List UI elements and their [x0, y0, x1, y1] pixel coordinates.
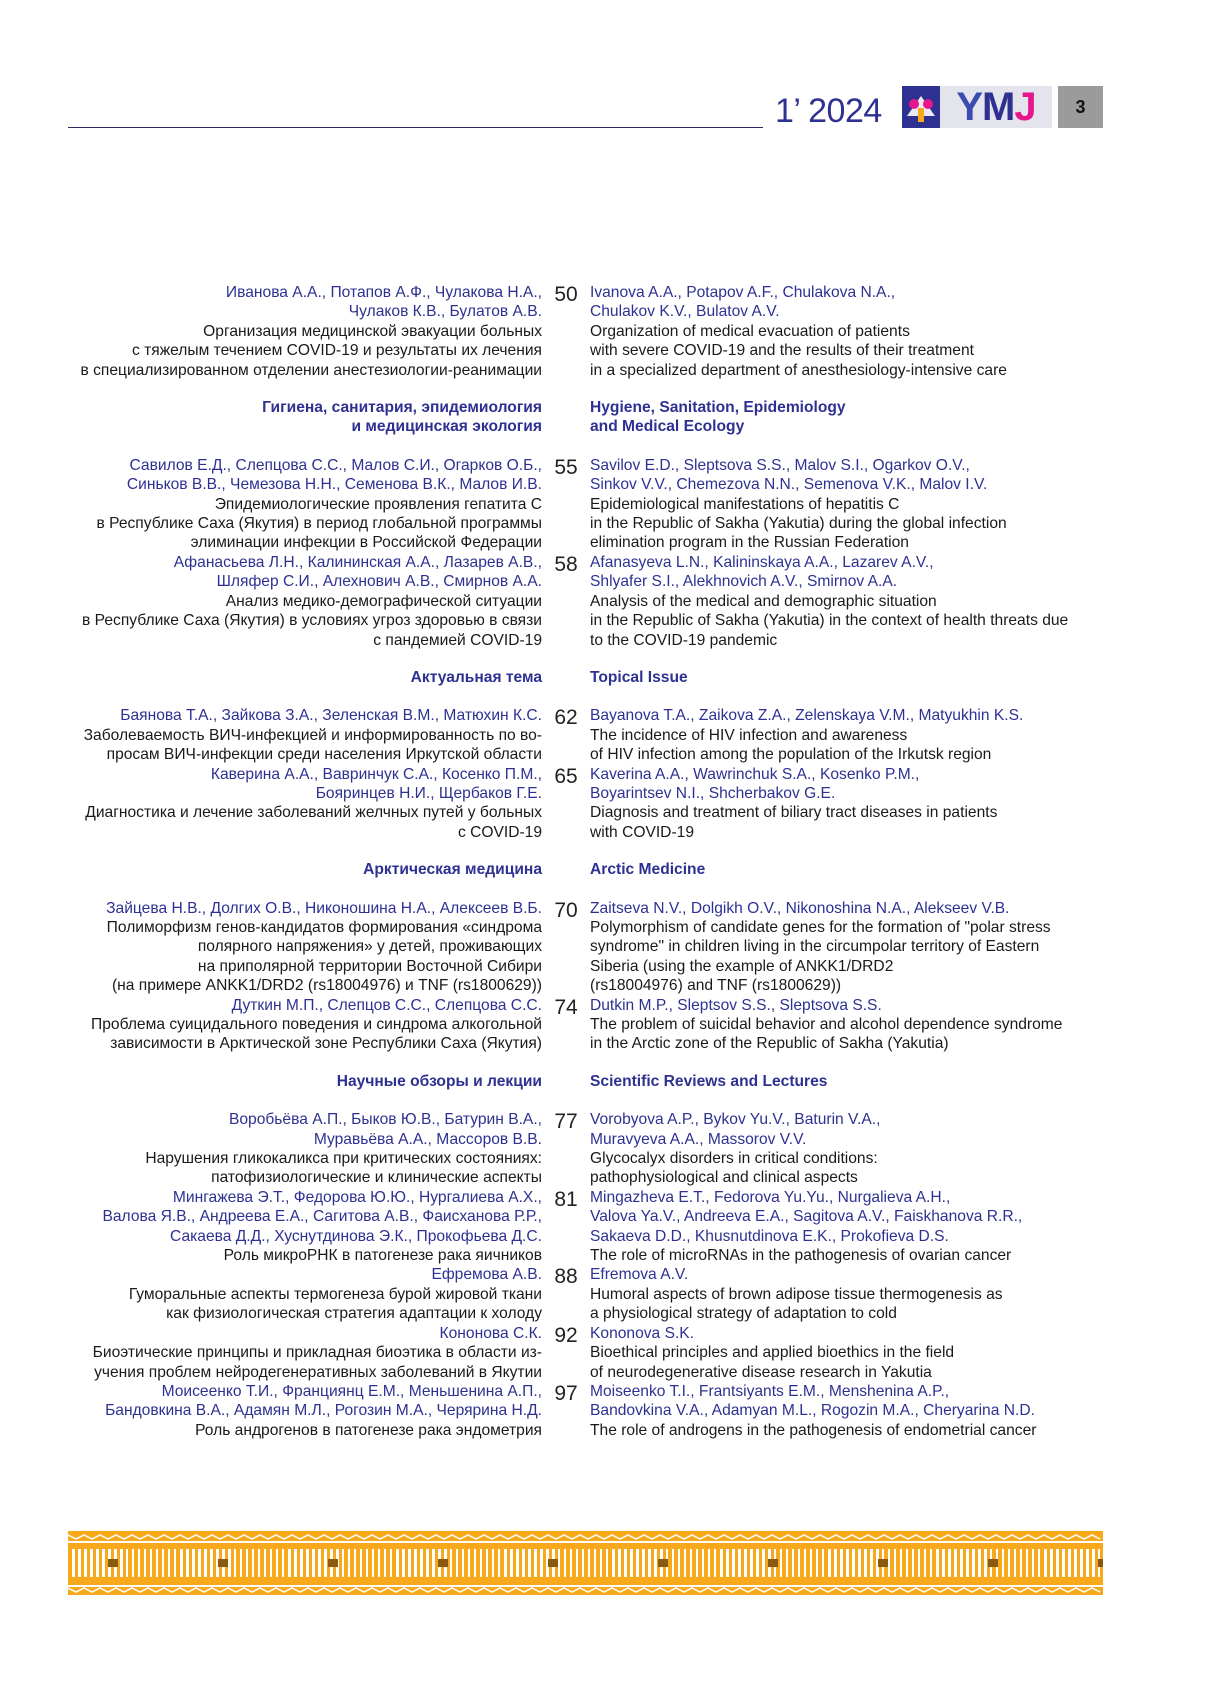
entry-ru: [68, 1265, 542, 1323]
section-heading-en: [590, 398, 1110, 437]
title-line: elimination program in the Russian Federation: [590, 534, 909, 552]
page-ref: 88: [554, 1265, 578, 1289]
entry-en: [590, 553, 1110, 650]
entry-en: [590, 1265, 1110, 1323]
authors-line: Валова Я.В., Андреева Е.А., Сагитова А.В., Фаисханова Р.Р.,: [102, 1208, 542, 1226]
authors-line: Valova Ya.V., Andreeva E.A., Sagitova A.V., Faiskhanova R.R.,: [590, 1208, 1023, 1226]
page-ref: 81: [554, 1187, 578, 1211]
section-heading-ru: [68, 860, 542, 879]
section-heading-row: [0, 1072, 1208, 1091]
authors-line: Воробьёва А.П., Быков Ю.В., Батурин В.А.,: [228, 1111, 542, 1129]
logo-emblem-icon: [902, 86, 940, 128]
title-line: in a specialized department of anesthesiology-intensive care: [590, 361, 1007, 379]
authors-line: Ефремова А.В.: [431, 1266, 542, 1284]
authors-line: Sinkov V.V., Chemezova N.N., Semenova V.K., Malov I.V.: [590, 476, 988, 494]
title-line: Diagnosis and treatment of biliary tract diseases in patients: [590, 804, 998, 822]
title-line: (rs18004976) and TNF (rs1800629)): [590, 977, 842, 995]
title-line: Humoral aspects of brown adipose tissue thermogenesis as: [590, 1285, 1003, 1303]
title-line: полярного напряжения» у детей, проживающих: [197, 938, 542, 956]
section-heading-ru: [68, 398, 542, 437]
title-line: в специализированном отделении анестезиологии-реанимации: [80, 361, 542, 379]
table-of-contents: [0, 283, 1208, 1440]
section-title-line: Научные обзоры и лекции: [336, 1072, 542, 1090]
issue-number: 1’ 2024: [775, 92, 882, 130]
title-line: The incidence of HIV infection and awareness: [590, 726, 908, 744]
page-ref: 55: [554, 455, 578, 479]
authors-line: Афанасьева Л.Н., Калининская А.А., Лазарев А.В.,: [173, 553, 542, 571]
section-title-line: Topical Issue: [590, 668, 688, 686]
title-line: в Республике Саха (Якутия) в условиях угроз здоровью в связи: [82, 612, 542, 630]
authors-line: Чулаков К.В., Булатов А.В.: [348, 303, 542, 321]
toc-entry: [0, 1324, 1208, 1382]
title-line: Glycocalyx disorders in critical conditions:: [590, 1150, 878, 1168]
entry-en: [590, 765, 1110, 843]
authors-line: Shlyafer S.I., Alekhnovich A.V., Smirnov A.A.: [590, 573, 898, 591]
section-heading-row: [0, 668, 1208, 687]
page-ref: 50: [554, 283, 578, 306]
journal-logo: [902, 86, 1052, 128]
entry-en: [590, 1324, 1110, 1382]
authors-line: Шляфер С.И., Алехнович А.В., Смирнов А.А.: [216, 573, 542, 591]
entry-en: [590, 996, 1110, 1054]
title-line: Нарушения гликокаликса при критических состояниях:: [145, 1150, 542, 1168]
toc-entry: [0, 1382, 1208, 1440]
authors-line: Дуткин М.П., Слепцов С.С., Слепцова С.С.: [231, 996, 542, 1014]
title-line: in the Republic of Sakha (Yakutia) during the global infection: [590, 515, 1007, 533]
title-line: с пандемией COVID-19: [373, 631, 542, 649]
authors-line: Dutkin M.P., Sleptsov S.S., Sleptsova S.S.: [590, 996, 882, 1014]
authors-line: Каверина А.А., Вавринчук С.А., Косенко П.М.,: [210, 765, 542, 783]
title-line: The role of microRNAs in the pathogenesis of ovarian cancer: [590, 1247, 1012, 1265]
section-heading-en: [590, 668, 1110, 687]
toc-entry: [0, 1110, 1208, 1188]
entry-en: [590, 283, 1110, 380]
entry-en: [590, 1382, 1110, 1440]
entry-ru: [68, 899, 542, 996]
title-line: pathophysiological and clinical aspects: [590, 1169, 858, 1187]
toc-entry: [0, 765, 1208, 843]
authors-line: Afanasyeva L.N., Kalininskaya A.A., Lazarev A.V.,: [590, 553, 934, 571]
title-line: in the Arctic zone of the Republic of Sakha (Yakutia): [590, 1035, 949, 1053]
section-heading-en: [590, 1072, 1110, 1091]
entry-ru: [68, 996, 542, 1054]
authors-line: Бандовкина В.А., Адамян М.Л., Рогозин М.А., Черярина Н.Д.: [105, 1402, 542, 1420]
section-heading-ru: [68, 1072, 542, 1091]
entry-ru: [68, 1324, 542, 1382]
title-line: with severe COVID-19 and the results of their treatment: [590, 342, 974, 360]
title-line: The role of androgens in the pathogenesis of endometrial cancer: [590, 1421, 1037, 1439]
title-line: Проблема суицидального поведения и синдрома алкогольной: [91, 1016, 542, 1033]
page-ref: 74: [554, 995, 578, 1019]
authors-line: Zaitseva N.V., Dolgikh O.V., Nikonoshina N.A., Alekseev V.B.: [590, 899, 1010, 917]
title-line: to the COVID-19 pandemic: [590, 631, 778, 649]
section-title-line: and Medical Ecology: [590, 418, 745, 436]
title-line: Siberia (using the example of ANKK1/DRD2: [590, 957, 894, 975]
entry-en: [590, 456, 1110, 553]
toc-entry: [0, 456, 1208, 553]
title-line: Epidemiological manifestations of hepatitis C: [590, 495, 900, 513]
authors-line: Сакаева Д.Д., Хуснутдинова Э.К., Прокофьева Д.С.: [170, 1227, 542, 1245]
entry-ru: [68, 456, 542, 553]
authors-line: Зайцева Н.В., Долгих О.В., Никоношина Н.А., Алексеев В.Б.: [106, 899, 542, 917]
section-title-line: Актуальная тема: [410, 668, 542, 686]
entry-en: [590, 1110, 1110, 1188]
title-line: Роль микроРНК в патогенезе рака яичников: [223, 1247, 542, 1265]
ornament-border: [68, 1531, 1103, 1595]
entry-ru: [68, 706, 542, 764]
title-line: The problem of suicidal behavior and alcohol dependence syndrome: [590, 1016, 1063, 1033]
entry-en: [590, 706, 1110, 764]
entry-ru: [68, 1188, 542, 1266]
title-line: на приполярной территории Восточной Сибири: [197, 957, 542, 975]
title-line: a physiological strategy of adaptation to cold: [590, 1305, 897, 1323]
authors-line: Мингажева Э.Т., Федорова Ю.Ю., Нургалиева А.Х.,: [172, 1188, 542, 1206]
section-title-line: и медицинская экология: [351, 418, 542, 436]
entry-ru: [68, 283, 542, 380]
page-ref: 92: [554, 1323, 578, 1347]
section-heading-row: [0, 398, 1208, 437]
page-ref: 70: [554, 898, 578, 922]
title-line: of neurodegenerative disease research in Yakutia: [590, 1363, 932, 1381]
section-title-line: Гигиена, санитария, эпидемиология: [262, 399, 542, 417]
entry-ru: [68, 765, 542, 843]
toc-entry: [0, 1188, 1208, 1266]
header-rule: [68, 127, 763, 128]
authors-line: Bayanova T.A., Zaikova Z.A., Zelenskaya V.M., Matyukhin K.S.: [590, 707, 1024, 725]
authors-line: Efremova A.V.: [590, 1266, 689, 1284]
title-line: как физиологическая стратегия адаптации к холоду: [166, 1305, 542, 1323]
title-line: в Республике Саха (Якутия) в период глобальной программы: [96, 515, 542, 533]
toc-entry: [0, 899, 1208, 996]
title-line: Analysis of the medical and demographic situation: [590, 592, 937, 610]
authors-line: Bandovkina V.A., Adamyan M.L., Rogozin M.A., Cheryarina N.D.: [590, 1402, 1035, 1420]
title-line: Роль андрогенов в патогенезе рака эндометрия: [195, 1421, 542, 1439]
authors-line: Савилов Е.Д., Слепцова С.С., Малов С.И., Огарков О.Б.,: [129, 456, 542, 474]
title-line: с COVID-19: [457, 823, 542, 841]
toc-entry: [0, 706, 1208, 764]
authors-line: Кононова С.К.: [439, 1324, 542, 1342]
authors-line: Баянова Т.А., Зайкова З.А., Зеленская В.М., Матюхин К.С.: [120, 707, 542, 725]
authors-line: Бояринцев Н.И., Щербаков Г.Е.: [315, 784, 542, 802]
authors-line: Sakaeva D.D., Khusnutdinova E.K., Prokofieva D.S.: [590, 1227, 949, 1245]
page-ref: 65: [554, 764, 578, 788]
entry-en: [590, 1188, 1110, 1266]
authors-line: Mingazheva E.T., Fedorova Yu.Yu., Nurgalieva A.H.,: [590, 1188, 951, 1206]
toc-entry: [0, 996, 1208, 1054]
entry-en: [590, 899, 1110, 996]
page-ref: 58: [554, 552, 578, 576]
authors-line: Vorobyova A.P., Bykov Yu.V., Baturin V.A.,: [590, 1111, 881, 1129]
title-line: Organization of medical evacuation of patients: [590, 322, 910, 340]
title-line: патофизиологические и клинические аспекты: [211, 1169, 542, 1187]
title-line: Диагностика и лечение заболеваний желчных путей у больных: [85, 804, 542, 822]
section-heading-ru: [68, 668, 542, 687]
title-line: Эпидемиологические проявления гепатита С: [214, 495, 542, 513]
section-heading-en: [590, 860, 1110, 879]
title-line: зависимости в Арктической зоне Республики Саха (Якутия): [110, 1035, 542, 1053]
section-heading-row: [0, 860, 1208, 879]
toc-entry: [0, 553, 1208, 650]
authors-line: Ivanova A.A., Potapov A.F., Chulakova N.A.,: [590, 284, 896, 301]
title-line: in the Republic of Sakha (Yakutia) in the context of health threats due: [590, 612, 1069, 630]
title-line: Биоэтические принципы и прикладная биоэтика в области из-: [92, 1344, 542, 1362]
title-line: учения проблем нейродегенеративных заболеваний в Якутии: [94, 1363, 542, 1381]
title-line: Полиморфизм генов-кандидатов формирования «синдрома: [106, 918, 542, 936]
title-line: Анализ медико-демографической ситуации: [225, 592, 542, 610]
entry-ru: [68, 1382, 542, 1440]
authors-line: Kaverina A.A., Wawrinchuk S.A., Kosenko P.M.,: [590, 765, 920, 783]
title-line: Bioethical principles and applied bioethics in the field: [590, 1344, 955, 1362]
title-line: элиминации инфекции в Российской Федерации: [190, 534, 542, 552]
section-title-line: Арктическая медицина: [363, 861, 542, 879]
authors-line: Kononova S.K.: [590, 1324, 695, 1342]
authors-line: Моисеенко Т.И., Франциянц Е.М., Меньшенина А.П.,: [161, 1382, 542, 1400]
title-line: Организация медицинской эвакуации больных: [203, 322, 542, 340]
authors-line: Muravyeva A.A., Massorov V.V.: [590, 1130, 807, 1148]
title-line: с тяжелым течением COVID-19 и результаты их лечения: [132, 342, 542, 360]
title-line: syndrome" in children living in the circumpolar territory of Eastern: [590, 938, 1040, 956]
title-line: of HIV infection among the population of the Irkutsk region: [590, 746, 992, 764]
authors-line: Moiseenko T.I., Frantsiyants E.M., Menshenina A.P.,: [590, 1382, 950, 1400]
page-ref: 97: [554, 1381, 578, 1405]
title-line: Гуморальные аспекты термогенеза бурой жировой ткани: [128, 1285, 542, 1303]
toc-entry: [0, 1265, 1208, 1323]
page-ref: 62: [554, 706, 578, 730]
section-title-line: Hygiene, Sanitation, Epidemiology: [590, 399, 846, 417]
toc-entry: [0, 283, 1208, 380]
authors-line: Муравьёва А.А., Массоров В.В.: [313, 1130, 542, 1148]
title-line: with COVID-19: [590, 823, 694, 841]
title-line: Polymorphism of candidate genes for the formation of "polar stress: [590, 918, 1051, 936]
authors-line: Иванова А.А., Потапов А.Ф., Чулакова Н.А.,: [225, 284, 542, 301]
page-ref: 77: [554, 1110, 578, 1134]
authors-line: Синьков В.В., Чемезова Н.Н., Семенова В.К., Малов И.В.: [126, 476, 542, 494]
page-number: 3: [1058, 86, 1103, 128]
authors-line: Boyarintsev N.I., Shcherbakov G.E.: [590, 784, 836, 802]
authors-line: Chulakov K.V., Bulatov A.V.: [590, 303, 780, 321]
title-line: (на примере ANKK1/DRD2 (rs18004976) и TNF (rs1800629)): [111, 977, 542, 995]
logo-text: Y M J: [940, 86, 1052, 128]
entry-ru: [68, 1110, 542, 1188]
section-title-line: Arctic Medicine: [590, 861, 706, 879]
title-line: просам ВИЧ-инфекции среди населения Иркутской области: [106, 746, 542, 764]
title-line: Заболеваемость ВИЧ-инфекцией и информированность по во-: [83, 726, 542, 744]
section-title-line: Scientific Reviews and Lectures: [590, 1072, 828, 1090]
authors-line: Savilov E.D., Sleptsova S.S., Malov S.I., Ogarkov O.V.,: [590, 456, 970, 474]
entry-ru: [68, 553, 542, 650]
